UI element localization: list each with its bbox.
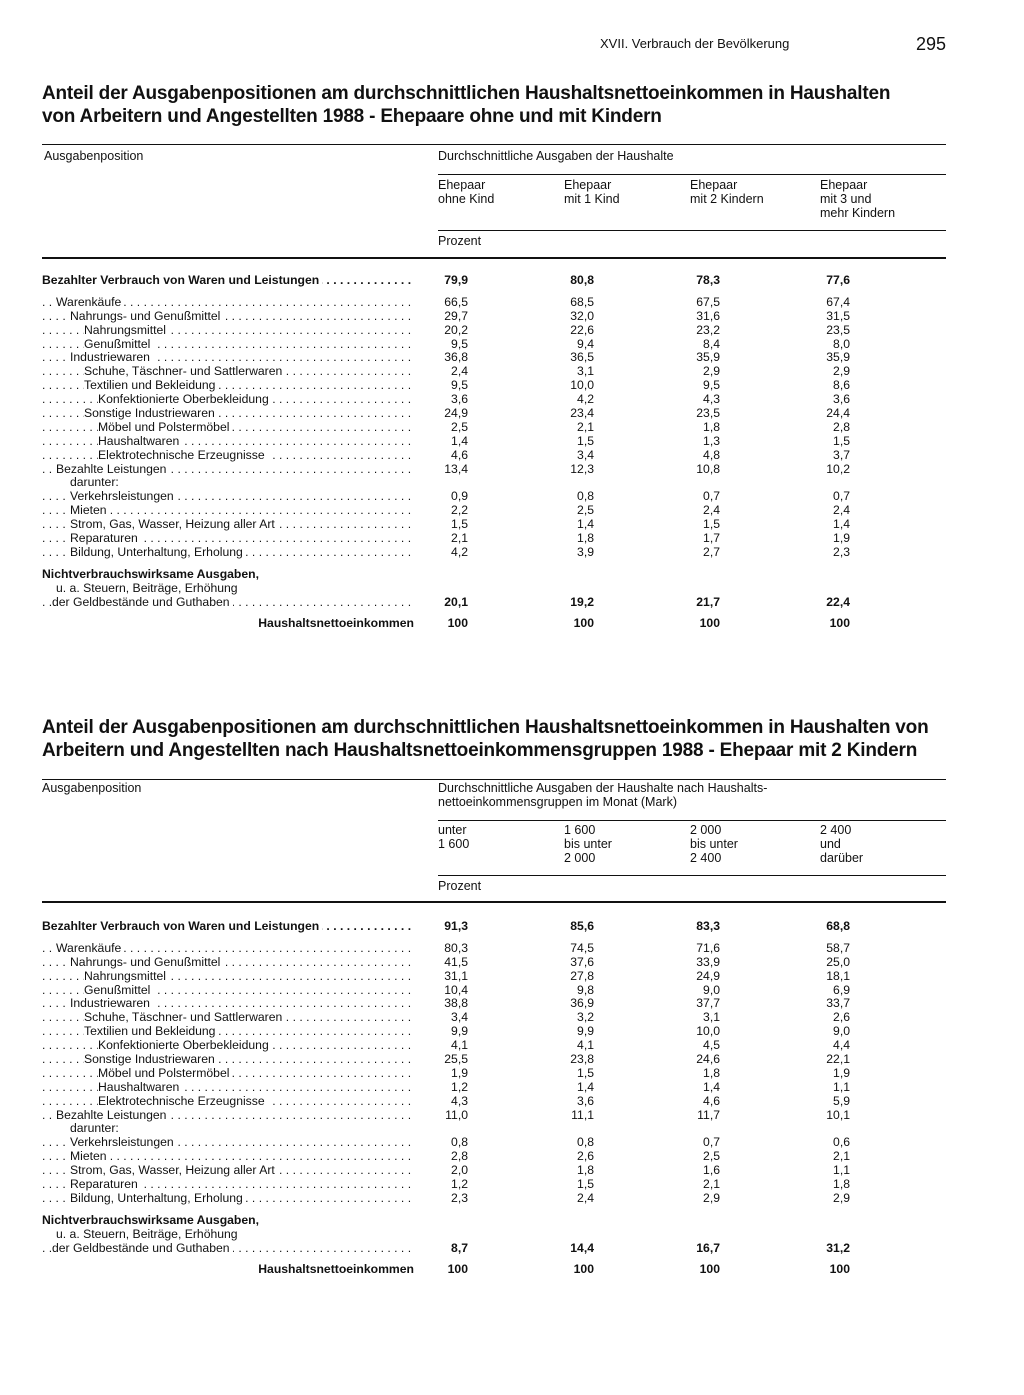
cell-value: 1,8 [577, 531, 594, 546]
cell-value: 0,9 [451, 489, 468, 504]
table-row [42, 1150, 946, 1164]
cell-value: 0,8 [577, 1135, 594, 1150]
table-row [42, 1136, 946, 1150]
group-header: Durchschnittliche Ausgaben der Haushalte [438, 149, 674, 163]
table-row [42, 463, 946, 477]
cell-value: 1,4 [577, 1079, 594, 1094]
cell-value: 1,5 [451, 517, 468, 532]
cell-value: 9,0 [703, 982, 720, 997]
cell-value: 11,7 [697, 1107, 720, 1122]
cell-value: 10,0 [570, 378, 594, 393]
cell-value: 80,8 [570, 273, 594, 287]
cell-value: 1,5 [833, 433, 850, 448]
table-row [42, 1263, 946, 1277]
cell-value: 32,0 [570, 308, 594, 323]
cell-value: 9,0 [833, 1024, 850, 1039]
cell-value: 4,6 [451, 447, 468, 462]
cell-value: 9,5 [703, 378, 720, 393]
row-label: Nahrungsmittel [84, 324, 169, 337]
cell-value: 2,1 [577, 419, 594, 434]
cell-value: 4,6 [703, 1093, 720, 1108]
row-label: Haushaltsnettoeinkommen [258, 1263, 414, 1277]
cell-value: 2,4 [703, 503, 720, 518]
column-header: 2 400 und darüber [820, 823, 864, 865]
page-header [600, 34, 946, 56]
cell-value: 19,2 [570, 594, 594, 609]
cell-value: 12,3 [570, 461, 594, 476]
cell-value: 22,1 [826, 1052, 850, 1067]
table-row [42, 421, 946, 435]
cell-value: 8,6 [833, 378, 850, 393]
cell-value: 58,7 [826, 940, 850, 955]
cell-value: 16,7 [696, 1240, 720, 1255]
table-row [42, 504, 946, 518]
table-row [42, 324, 946, 338]
cell-value: 2,9 [833, 364, 850, 379]
cell-value: 100 [699, 1262, 720, 1277]
table-row [42, 1039, 946, 1053]
cell-value: 3,6 [451, 392, 468, 407]
row-label: Bezahlter Verbrauch von Waren und Leistungen [42, 274, 322, 287]
cell-value: 78,3 [696, 273, 720, 287]
cell-value: 1,7 [703, 531, 720, 546]
cell-value: 35,9 [826, 350, 850, 365]
cell-value: 74,5 [570, 940, 594, 955]
cell-value: 4,2 [451, 544, 468, 559]
unit-label: Prozent [438, 879, 482, 893]
top-rule [42, 779, 946, 780]
row-label: Reparaturen [70, 532, 141, 545]
cell-value: 2,7 [703, 544, 720, 559]
cell-value: 1,4 [577, 517, 594, 532]
cell-value: 4,1 [577, 1038, 594, 1053]
cell-value: 3,4 [451, 1010, 468, 1025]
cell-value: 9,4 [577, 336, 594, 351]
cell-value: 24,4 [826, 406, 850, 421]
table1-title-line1: Anteil der Ausgabenpositionen am durchschnittlichen Haushaltsnettoeinkommen in Haushalten [42, 83, 891, 104]
cell-value: 2,5 [451, 419, 468, 434]
cell-value: 13,4 [444, 461, 468, 476]
cell-value: 1,2 [451, 1177, 468, 1192]
cell-value: 4,3 [451, 1093, 468, 1108]
cell-value: 9,9 [577, 1024, 594, 1039]
cell-value: 10,8 [696, 461, 720, 476]
row-label: der Geldbestände und Guthaben [52, 596, 233, 609]
row-label: Nahrungsmittel [84, 970, 169, 983]
table2-title-line1: Anteil der Ausgabenpositionen am durchschnittlichen Haushaltsnettoeinkommen in Haushalten von [42, 717, 929, 738]
cell-value: 100 [829, 1262, 850, 1277]
table-row [42, 1025, 946, 1039]
cell-value: 67,5 [696, 294, 720, 309]
cell-value: 1,5 [577, 1177, 594, 1192]
cell-value: 0,6 [833, 1135, 850, 1150]
table-row [42, 582, 946, 596]
row-label: Nahrungs- und Genußmittel [70, 310, 223, 323]
cell-value: 22,4 [826, 594, 850, 609]
cell-value: 2,5 [703, 1149, 720, 1164]
chapter-title: XVII. Verbrauch der Bevölkerung [600, 36, 790, 51]
cell-value: 41,5 [444, 954, 468, 969]
row-label: Genußmittel [84, 338, 153, 351]
cell-value: 33,9 [696, 954, 720, 969]
row-label: Bildung, Unterhaltung, Erholung [70, 1192, 246, 1205]
table-row [42, 476, 946, 490]
row-label: Industriewaren [70, 997, 153, 1010]
row-label: Nichtverbrauchswirksame Ausgaben, [42, 1213, 259, 1227]
row-label: Haushaltsnettoeinkommen [258, 617, 414, 631]
table-row [42, 1164, 946, 1178]
row-label: Elektrotechnische Erzeugnisse [98, 1095, 268, 1108]
cell-value: 1,8 [703, 419, 720, 434]
cell-value: 10,1 [826, 1107, 850, 1122]
cell-value: 2,6 [577, 1149, 594, 1164]
table-row [42, 435, 946, 449]
row-label: Bezahlte Leistungen [56, 1109, 169, 1122]
table-row [42, 532, 946, 546]
cell-value: 0,7 [833, 489, 850, 504]
row-label: Textilien und Bekleidung [84, 1025, 218, 1038]
row-label: Industriewaren [70, 351, 153, 364]
cell-value: 11,0 [445, 1107, 468, 1122]
row-label: Textilien und Bekleidung [84, 379, 218, 392]
row-label: Verkehrsleistungen [70, 490, 177, 503]
cell-value: 10,2 [826, 461, 850, 476]
cell-value: 8,4 [703, 336, 720, 351]
table-row [42, 338, 946, 352]
table2-title [42, 716, 942, 762]
cell-value: 10,0 [696, 1024, 720, 1039]
stub-header: Ausgabenposition [44, 149, 144, 163]
cell-value: 23,4 [570, 406, 594, 421]
column-header: Ehepaar mit 2 Kindern [690, 178, 764, 206]
cell-value: 2,1 [833, 1149, 850, 1164]
cell-value: 25,5 [444, 1052, 468, 1067]
row-label: Warenkäufe [56, 296, 124, 309]
row-label: Schuhe, Täschner- und Sattlerwaren [84, 1011, 285, 1024]
cell-value: 2,4 [451, 364, 468, 379]
cell-value: 36,9 [570, 996, 594, 1011]
cell-value: 18,1 [826, 968, 850, 983]
cell-value: 14,4 [570, 1240, 594, 1255]
row-label: Konfektionierte Oberbekleidung [98, 393, 272, 406]
cell-value: 3,1 [577, 364, 594, 379]
cell-value: 9,9 [451, 1024, 468, 1039]
cell-value: 3,9 [577, 544, 594, 559]
cell-value: 91,3 [444, 919, 468, 933]
cell-value: 2,5 [577, 503, 594, 518]
cell-value: 9,8 [577, 982, 594, 997]
table-row [42, 1178, 946, 1192]
cell-value: 9,5 [451, 336, 468, 351]
cell-value: 1,5 [577, 1065, 594, 1080]
cell-value: 71,6 [696, 940, 720, 955]
row-label: Strom, Gas, Wasser, Heizung aller Art [70, 518, 278, 531]
group-rule [438, 820, 946, 821]
group-rule [438, 174, 946, 175]
cell-value: 4,8 [703, 447, 720, 462]
cell-value: 79,9 [444, 273, 468, 287]
table-row [42, 1228, 946, 1242]
cell-value: 83,3 [696, 919, 720, 933]
cell-value: 4,3 [703, 392, 720, 407]
row-label: Sonstige Industriewaren [84, 1053, 218, 1066]
table-body [42, 920, 946, 1277]
top-rule [42, 144, 946, 145]
cell-value: 20,2 [444, 322, 468, 337]
row-label: Warenkäufe [56, 942, 124, 955]
cell-value: 3,6 [833, 392, 850, 407]
row-label: u. a. Steuern, Beiträge, Erhöhung [56, 1227, 238, 1241]
cell-value: 68,5 [570, 294, 594, 309]
row-label: Bildung, Unterhaltung, Erholung [70, 546, 246, 559]
cell-value: 2,6 [833, 1010, 850, 1025]
cell-value: 1,8 [577, 1163, 594, 1178]
row-label: u. a. Steuern, Beiträge, Erhöhung [56, 581, 238, 595]
row-label: Verkehrsleistungen [70, 1136, 177, 1149]
cell-value: 23,5 [826, 322, 850, 337]
cell-value: 23,8 [570, 1052, 594, 1067]
unit-rule [438, 875, 946, 876]
cell-value: 77,6 [826, 273, 850, 287]
row-label: Genußmittel [84, 984, 153, 997]
cell-value: 36,5 [570, 350, 594, 365]
cell-value: 31,6 [696, 308, 720, 323]
table-row [42, 296, 946, 310]
table-row [42, 1242, 946, 1256]
cell-value: 38,8 [444, 996, 468, 1011]
table-row [42, 546, 946, 560]
table1-title-line2: von Arbeitern und Angestellten 1988 - Ehepaare ohne und mit Kindern [42, 106, 662, 127]
row-label: Haushaltwaren [98, 1081, 182, 1094]
cell-value: 5,9 [833, 1093, 850, 1108]
cell-value: 3,4 [577, 447, 594, 462]
cell-value: 2,3 [833, 544, 850, 559]
cell-value: 31,5 [826, 308, 850, 323]
table-row [42, 274, 946, 288]
table-body [42, 274, 946, 631]
cell-value: 36,8 [444, 350, 468, 365]
cell-value: 0,7 [703, 1135, 720, 1150]
cell-value: 1,4 [833, 517, 850, 532]
row-label: Sonstige Industriewaren [84, 407, 218, 420]
cell-value: 2,4 [833, 503, 850, 518]
cell-value: 2,9 [703, 364, 720, 379]
table-row [42, 310, 946, 324]
table-row [42, 1192, 946, 1206]
table-row [42, 997, 946, 1011]
cell-value: 1,3 [703, 433, 720, 448]
table-row [42, 942, 946, 956]
cell-value: 2,1 [451, 531, 468, 546]
page-number: 295 [915, 34, 946, 54]
cell-value: 1,9 [833, 531, 850, 546]
header-bottom-rule [42, 257, 946, 259]
cell-value: 3,1 [703, 1010, 720, 1025]
table-row [42, 365, 946, 379]
cell-value: 6,9 [833, 982, 850, 997]
table-row [42, 596, 946, 610]
cell-value: 8,0 [833, 336, 850, 351]
cell-value: 23,2 [696, 322, 720, 337]
cell-value: 100 [573, 616, 594, 631]
row-label: Möbel und Polstermöbel [98, 421, 232, 434]
table-row [42, 1067, 946, 1081]
cell-value: 3,2 [577, 1010, 594, 1025]
cell-value: 0,7 [703, 489, 720, 504]
table-row [42, 1011, 946, 1025]
cell-value: 10,4 [444, 982, 468, 997]
unit-label: Prozent [438, 234, 482, 248]
cell-value: 2,8 [451, 1149, 468, 1164]
cell-value: 4,4 [833, 1038, 850, 1053]
cell-value: 85,6 [570, 919, 594, 933]
row-label: Mieten [70, 1150, 110, 1163]
cell-value: 1,1 [833, 1163, 850, 1178]
cell-value: 9,5 [451, 378, 468, 393]
table-row [42, 984, 946, 998]
header-bottom-rule [42, 901, 946, 903]
cell-value: 1,5 [703, 517, 720, 532]
table-row [42, 617, 946, 631]
cell-value: 3,7 [833, 447, 850, 462]
cell-value: 25,0 [826, 954, 850, 969]
row-label: Strom, Gas, Wasser, Heizung aller Art [70, 1164, 278, 1177]
table-row [42, 1122, 946, 1136]
table-row [42, 518, 946, 532]
cell-value: 11,1 [571, 1107, 594, 1122]
cell-value: 24,9 [696, 968, 720, 983]
cell-value: 80,3 [444, 940, 468, 955]
row-label: Nahrungs- und Genußmittel [70, 956, 223, 969]
cell-value: 37,6 [570, 954, 594, 969]
cell-value: 100 [447, 616, 468, 631]
cell-value: 24,6 [696, 1052, 720, 1067]
row-label: Bezahlte Leistungen [56, 463, 169, 476]
cell-value: 4,1 [451, 1038, 468, 1053]
cell-value: 4,5 [703, 1038, 720, 1053]
cell-value: 1,8 [703, 1065, 720, 1080]
cell-value: 20,1 [444, 594, 468, 609]
table-row [42, 407, 946, 421]
stub-header: Ausgabenposition [42, 781, 142, 795]
table-row [42, 1109, 946, 1123]
cell-value: 33,7 [826, 996, 850, 1011]
row-label: darunter: [70, 1122, 122, 1135]
cell-value: 67,4 [826, 294, 850, 309]
cell-value: 100 [573, 1262, 594, 1277]
table-row [42, 568, 946, 582]
table-row [42, 1081, 946, 1095]
row-label: darunter: [70, 476, 122, 489]
cell-value: 4,2 [577, 392, 594, 407]
cell-value: 29,7 [444, 308, 468, 323]
cell-value: 8,7 [451, 1240, 468, 1255]
cell-value: 100 [829, 616, 850, 631]
group-header: Durchschnittliche Ausgaben der Haushalte nach Haushalts- nettoeinkommensgruppen im Monat (Mark) [438, 781, 768, 809]
row-label: Elektrotechnische Erzeugnisse [98, 449, 268, 462]
table-row [42, 1095, 946, 1109]
table-row [42, 351, 946, 365]
table-row [42, 1214, 946, 1228]
cell-value: 35,9 [696, 350, 720, 365]
cell-value: 2,8 [833, 419, 850, 434]
row-label: Haushaltwaren [98, 435, 182, 448]
row-label: Möbel und Polstermöbel [98, 1067, 232, 1080]
row-label: Schuhe, Täschner- und Sattlerwaren [84, 365, 285, 378]
column-header: Ehepaar ohne Kind [438, 178, 495, 206]
row-label: Bezahlter Verbrauch von Waren und Leistungen [42, 920, 322, 933]
cell-value: 2,1 [703, 1177, 720, 1192]
table-row [42, 920, 946, 934]
table-row [42, 970, 946, 984]
cell-value: 1,4 [703, 1079, 720, 1094]
table-row [42, 1053, 946, 1067]
table-row [42, 449, 946, 463]
row-label: der Geldbestände und Guthaben [52, 1242, 233, 1255]
cell-value: 1,9 [833, 1065, 850, 1080]
unit-rule [438, 230, 946, 231]
cell-value: 2,3 [451, 1190, 468, 1205]
table2-title-line2: Arbeitern und Angestellten nach Haushaltsnettoeinkommensgruppen 1988 - Ehepaar mit 2 Kindern [42, 740, 918, 761]
cell-value: 37,7 [696, 996, 720, 1011]
table-row [42, 490, 946, 504]
column-header: Ehepaar mit 3 und mehr Kindern [820, 178, 896, 220]
cell-value: 1,1 [833, 1079, 850, 1094]
cell-value: 1,4 [451, 433, 468, 448]
row-label: Reparaturen [70, 1178, 141, 1191]
table-row [42, 379, 946, 393]
cell-value: 3,6 [577, 1093, 594, 1108]
cell-value: 21,7 [696, 594, 720, 609]
cell-value: 1,9 [451, 1065, 468, 1080]
cell-value: 2,0 [451, 1163, 468, 1178]
table-row [42, 393, 946, 407]
cell-value: 2,9 [833, 1190, 850, 1205]
column-header: Ehepaar mit 1 Kind [564, 178, 620, 206]
cell-value: 2,9 [703, 1190, 720, 1205]
table1-title [42, 82, 942, 128]
cell-value: 23,5 [696, 406, 720, 421]
cell-value: 1,8 [833, 1177, 850, 1192]
cell-value: 1,6 [703, 1163, 720, 1178]
cell-value: 0,8 [577, 489, 594, 504]
table-row [42, 956, 946, 970]
column-header: 1 600 bis unter 2 000 [564, 823, 612, 865]
row-label: Nichtverbrauchswirksame Ausgaben, [42, 567, 259, 581]
column-header: 2 000 bis unter 2 400 [690, 823, 738, 865]
cell-value: 100 [699, 616, 720, 631]
cell-value: 2,2 [451, 503, 468, 518]
row-label: Mieten [70, 504, 110, 517]
cell-value: 68,8 [826, 919, 850, 933]
cell-value: 31,1 [444, 968, 468, 983]
cell-value: 1,5 [577, 433, 594, 448]
cell-value: 66,5 [444, 294, 468, 309]
cell-value: 27,8 [570, 968, 594, 983]
cell-value: 0,8 [451, 1135, 468, 1150]
row-label: Konfektionierte Oberbekleidung [98, 1039, 272, 1052]
column-header: unter 1 600 [438, 823, 470, 851]
cell-value: 31,2 [826, 1240, 850, 1255]
cell-value: 2,4 [577, 1190, 594, 1205]
cell-value: 24,9 [444, 406, 468, 421]
cell-value: 22,6 [570, 322, 594, 337]
cell-value: 1,2 [451, 1079, 468, 1094]
cell-value: 100 [447, 1262, 468, 1277]
